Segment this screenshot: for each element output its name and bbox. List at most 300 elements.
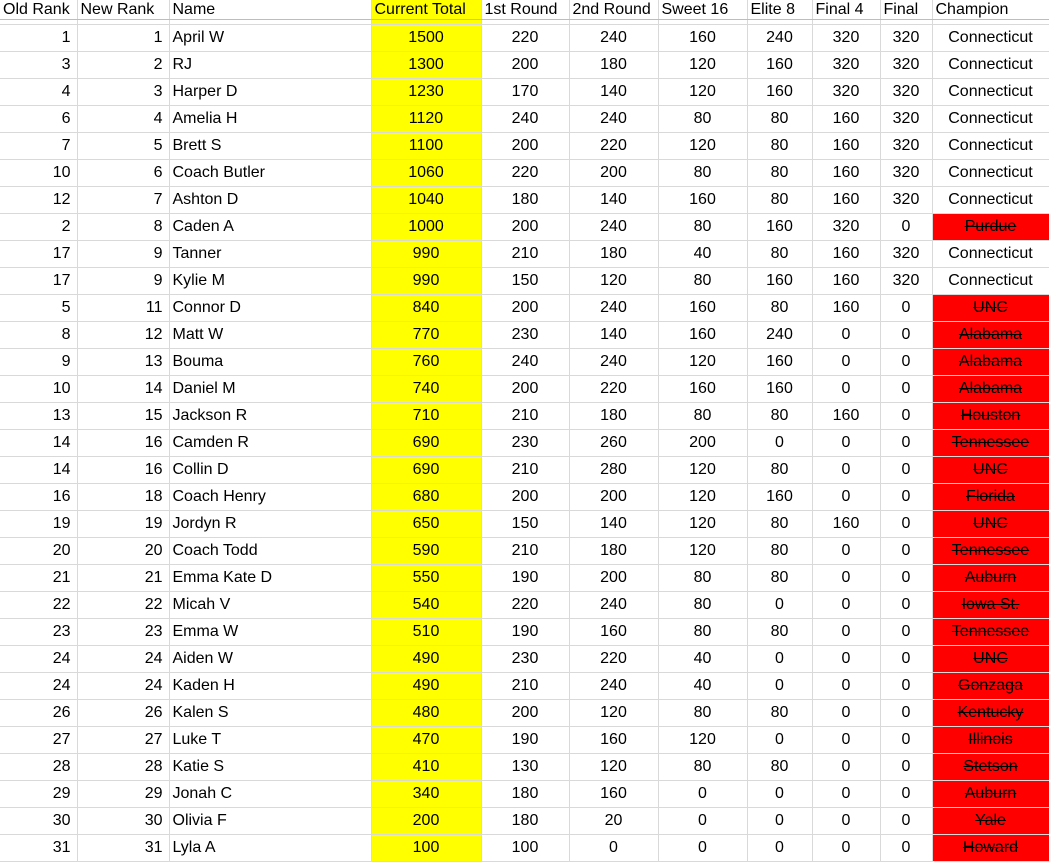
name-cell[interactable]: Daniel M [169, 375, 371, 402]
final4-cell[interactable]: 0 [812, 348, 880, 375]
sweet16-cell[interactable]: 120 [658, 78, 747, 105]
elite8-cell[interactable]: 0 [747, 807, 812, 834]
sweet16-cell[interactable]: 120 [658, 348, 747, 375]
final4-cell[interactable]: 0 [812, 699, 880, 726]
final-cell[interactable]: 0 [880, 429, 932, 456]
round2-cell[interactable]: 180 [569, 240, 658, 267]
sweet16-cell[interactable]: 0 [658, 807, 747, 834]
round1-cell[interactable]: 210 [481, 672, 569, 699]
name-cell[interactable]: Ashton D [169, 186, 371, 213]
round2-cell[interactable]: 120 [569, 699, 658, 726]
round1-cell[interactable]: 200 [481, 294, 569, 321]
round1-cell[interactable]: 240 [481, 105, 569, 132]
sweet16-cell[interactable]: 120 [658, 456, 747, 483]
name-cell[interactable]: Emma W [169, 618, 371, 645]
final-cell[interactable]: 320 [880, 186, 932, 213]
elite8-cell[interactable]: 160 [747, 51, 812, 78]
champion-cell[interactable]: Gonzaga [932, 672, 1049, 699]
final4-cell[interactable]: 0 [812, 537, 880, 564]
elite8-cell[interactable]: 80 [747, 618, 812, 645]
new-rank-cell[interactable]: 12 [77, 321, 169, 348]
final-cell[interactable]: 0 [880, 672, 932, 699]
champion-cell[interactable]: Florida [932, 483, 1049, 510]
final-cell[interactable]: 0 [880, 726, 932, 753]
new-rank-cell[interactable]: 26 [77, 699, 169, 726]
round2-cell[interactable]: 140 [569, 510, 658, 537]
final-cell[interactable]: 0 [880, 348, 932, 375]
sweet16-cell[interactable]: 80 [658, 699, 747, 726]
current-total-cell[interactable]: 680 [371, 483, 481, 510]
final4-cell[interactable]: 160 [812, 186, 880, 213]
final-cell[interactable]: 320 [880, 51, 932, 78]
current-total-cell[interactable]: 590 [371, 537, 481, 564]
sweet16-cell[interactable]: 80 [658, 402, 747, 429]
final-cell[interactable]: 0 [880, 807, 932, 834]
round1-cell[interactable]: 180 [481, 780, 569, 807]
final-cell[interactable]: 0 [880, 753, 932, 780]
new-rank-cell[interactable]: 27 [77, 726, 169, 753]
round2-cell[interactable]: 220 [569, 645, 658, 672]
round2-cell[interactable]: 120 [569, 267, 658, 294]
name-cell[interactable]: Micah V [169, 591, 371, 618]
champion-cell[interactable]: Kentucky [932, 699, 1049, 726]
old-rank-cell[interactable]: 22 [0, 591, 77, 618]
final4-cell[interactable]: 320 [812, 24, 880, 51]
name-cell[interactable]: Katie S [169, 753, 371, 780]
new-rank-cell[interactable]: 16 [77, 456, 169, 483]
champion-cell[interactable]: Alabama [932, 375, 1049, 402]
sweet16-cell[interactable]: 80 [658, 105, 747, 132]
final-cell[interactable]: 0 [880, 483, 932, 510]
name-cell[interactable]: RJ [169, 51, 371, 78]
new-rank-cell[interactable]: 3 [77, 78, 169, 105]
current-total-cell[interactable]: 1300 [371, 51, 481, 78]
final-cell[interactable]: 0 [880, 510, 932, 537]
sweet16-cell[interactable]: 80 [658, 564, 747, 591]
name-cell[interactable]: Harper D [169, 78, 371, 105]
elite8-cell[interactable]: 160 [747, 348, 812, 375]
old-rank-cell[interactable]: 20 [0, 537, 77, 564]
final-cell[interactable]: 0 [880, 402, 932, 429]
old-rank-cell[interactable]: 6 [0, 105, 77, 132]
name-cell[interactable]: Olivia F [169, 807, 371, 834]
champion-cell[interactable]: Connecticut [932, 24, 1049, 51]
elite8-cell[interactable]: 0 [747, 672, 812, 699]
old-rank-cell[interactable]: 7 [0, 132, 77, 159]
name-cell[interactable]: Coach Todd [169, 537, 371, 564]
elite8-cell[interactable]: 240 [747, 321, 812, 348]
old-rank-cell[interactable]: 27 [0, 726, 77, 753]
round2-cell[interactable]: 140 [569, 186, 658, 213]
champion-cell[interactable]: Connecticut [932, 78, 1049, 105]
round2-cell[interactable]: 260 [569, 429, 658, 456]
round1-cell[interactable]: 220 [481, 159, 569, 186]
sweet16-cell[interactable]: 40 [658, 645, 747, 672]
round1-cell[interactable]: 200 [481, 699, 569, 726]
old-rank-cell[interactable]: 16 [0, 483, 77, 510]
elite8-cell[interactable]: 160 [747, 213, 812, 240]
final4-cell[interactable]: 0 [812, 807, 880, 834]
current-total-cell[interactable]: 200 [371, 807, 481, 834]
champion-cell[interactable]: UNC [932, 645, 1049, 672]
name-cell[interactable]: Brett S [169, 132, 371, 159]
current-total-cell[interactable]: 710 [371, 402, 481, 429]
round2-cell[interactable]: 200 [569, 564, 658, 591]
name-cell[interactable]: Jonah C [169, 780, 371, 807]
current-total-cell[interactable]: 650 [371, 510, 481, 537]
champion-cell[interactable]: Purdue [932, 213, 1049, 240]
current-total-cell[interactable]: 490 [371, 672, 481, 699]
final-cell[interactable]: 0 [880, 618, 932, 645]
sweet16-cell[interactable]: 80 [658, 159, 747, 186]
round2-cell[interactable]: 200 [569, 483, 658, 510]
current-total-cell[interactable]: 510 [371, 618, 481, 645]
round2-cell[interactable]: 180 [569, 537, 658, 564]
final4-cell[interactable]: 0 [812, 780, 880, 807]
name-cell[interactable]: Coach Henry [169, 483, 371, 510]
name-cell[interactable]: Jackson R [169, 402, 371, 429]
old-rank-cell[interactable]: 2 [0, 213, 77, 240]
old-rank-cell[interactable]: 28 [0, 753, 77, 780]
final-cell[interactable]: 320 [880, 240, 932, 267]
name-cell[interactable]: Luke T [169, 726, 371, 753]
header-elite-8[interactable]: Elite 8 [747, 0, 812, 19]
champion-cell[interactable]: Iowa St. [932, 591, 1049, 618]
champion-cell[interactable]: Yale [932, 807, 1049, 834]
champion-cell[interactable]: Connecticut [932, 132, 1049, 159]
header-champion[interactable]: Champion [932, 0, 1049, 19]
round2-cell[interactable]: 160 [569, 618, 658, 645]
champion-cell[interactable]: Connecticut [932, 240, 1049, 267]
round1-cell[interactable]: 230 [481, 645, 569, 672]
elite8-cell[interactable]: 240 [747, 24, 812, 51]
round1-cell[interactable]: 230 [481, 321, 569, 348]
old-rank-cell[interactable]: 10 [0, 375, 77, 402]
final-cell[interactable]: 0 [880, 591, 932, 618]
champion-cell[interactable]: Connecticut [932, 51, 1049, 78]
current-total-cell[interactable]: 480 [371, 699, 481, 726]
round1-cell[interactable]: 220 [481, 24, 569, 51]
final4-cell[interactable]: 0 [812, 726, 880, 753]
round2-cell[interactable]: 180 [569, 51, 658, 78]
round2-cell[interactable]: 140 [569, 78, 658, 105]
old-rank-cell[interactable]: 30 [0, 807, 77, 834]
final4-cell[interactable]: 0 [812, 645, 880, 672]
round1-cell[interactable]: 180 [481, 186, 569, 213]
name-cell[interactable]: Connor D [169, 294, 371, 321]
final-cell[interactable]: 0 [880, 375, 932, 402]
new-rank-cell[interactable]: 29 [77, 780, 169, 807]
name-cell[interactable]: Aiden W [169, 645, 371, 672]
champion-cell[interactable]: Auburn [932, 564, 1049, 591]
round1-cell[interactable]: 220 [481, 591, 569, 618]
final-cell[interactable]: 0 [880, 564, 932, 591]
final-cell[interactable]: 320 [880, 78, 932, 105]
sweet16-cell[interactable]: 120 [658, 537, 747, 564]
old-rank-cell[interactable]: 24 [0, 645, 77, 672]
current-total-cell[interactable]: 690 [371, 456, 481, 483]
name-cell[interactable]: Matt W [169, 321, 371, 348]
round1-cell[interactable]: 190 [481, 726, 569, 753]
name-cell[interactable]: Camden R [169, 429, 371, 456]
round1-cell[interactable]: 240 [481, 348, 569, 375]
old-rank-cell[interactable]: 19 [0, 510, 77, 537]
old-rank-cell[interactable]: 4 [0, 78, 77, 105]
current-total-cell[interactable]: 490 [371, 645, 481, 672]
new-rank-cell[interactable]: 28 [77, 753, 169, 780]
old-rank-cell[interactable]: 14 [0, 456, 77, 483]
current-total-cell[interactable]: 1230 [371, 78, 481, 105]
name-cell[interactable]: Coach Butler [169, 159, 371, 186]
name-cell[interactable]: Bouma [169, 348, 371, 375]
sweet16-cell[interactable]: 40 [658, 240, 747, 267]
champion-cell[interactable]: Stetson [932, 753, 1049, 780]
elite8-cell[interactable]: 80 [747, 456, 812, 483]
old-rank-cell[interactable]: 12 [0, 186, 77, 213]
old-rank-cell[interactable]: 17 [0, 240, 77, 267]
name-cell[interactable]: Kylie M [169, 267, 371, 294]
header-final-4[interactable]: Final 4 [812, 0, 880, 19]
current-total-cell[interactable]: 340 [371, 780, 481, 807]
final4-cell[interactable]: 0 [812, 672, 880, 699]
final4-cell[interactable]: 320 [812, 51, 880, 78]
old-rank-cell[interactable]: 10 [0, 159, 77, 186]
round2-cell[interactable]: 0 [569, 834, 658, 861]
sweet16-cell[interactable]: 120 [658, 483, 747, 510]
sweet16-cell[interactable]: 80 [658, 591, 747, 618]
round2-cell[interactable]: 240 [569, 672, 658, 699]
elite8-cell[interactable]: 0 [747, 591, 812, 618]
old-rank-cell[interactable]: 8 [0, 321, 77, 348]
old-rank-cell[interactable]: 23 [0, 618, 77, 645]
champion-cell[interactable]: UNC [932, 294, 1049, 321]
current-total-cell[interactable]: 1000 [371, 213, 481, 240]
final-cell[interactable]: 320 [880, 132, 932, 159]
sweet16-cell[interactable]: 80 [658, 267, 747, 294]
current-total-cell[interactable]: 740 [371, 375, 481, 402]
old-rank-cell[interactable]: 17 [0, 267, 77, 294]
round2-cell[interactable]: 240 [569, 213, 658, 240]
elite8-cell[interactable]: 80 [747, 537, 812, 564]
sweet16-cell[interactable]: 80 [658, 213, 747, 240]
round1-cell[interactable]: 200 [481, 213, 569, 240]
champion-cell[interactable]: Tennessee [932, 618, 1049, 645]
round1-cell[interactable]: 200 [481, 375, 569, 402]
sweet16-cell[interactable]: 0 [658, 780, 747, 807]
final4-cell[interactable]: 0 [812, 321, 880, 348]
sweet16-cell[interactable]: 200 [658, 429, 747, 456]
sweet16-cell[interactable]: 120 [658, 726, 747, 753]
sweet16-cell[interactable]: 160 [658, 321, 747, 348]
old-rank-cell[interactable]: 5 [0, 294, 77, 321]
champion-cell[interactable]: Howard [932, 834, 1049, 861]
old-rank-cell[interactable]: 24 [0, 672, 77, 699]
elite8-cell[interactable]: 160 [747, 483, 812, 510]
new-rank-cell[interactable]: 24 [77, 645, 169, 672]
name-cell[interactable]: April W [169, 24, 371, 51]
current-total-cell[interactable]: 100 [371, 834, 481, 861]
header-2nd-round[interactable]: 2nd Round [569, 0, 658, 19]
final-cell[interactable]: 0 [880, 456, 932, 483]
elite8-cell[interactable]: 80 [747, 510, 812, 537]
new-rank-cell[interactable]: 24 [77, 672, 169, 699]
elite8-cell[interactable]: 80 [747, 132, 812, 159]
round2-cell[interactable]: 220 [569, 132, 658, 159]
round1-cell[interactable]: 200 [481, 51, 569, 78]
new-rank-cell[interactable]: 15 [77, 402, 169, 429]
header-name[interactable]: Name [169, 0, 371, 19]
champion-cell[interactable]: Auburn [932, 780, 1049, 807]
round1-cell[interactable]: 200 [481, 483, 569, 510]
elite8-cell[interactable]: 0 [747, 645, 812, 672]
sweet16-cell[interactable]: 0 [658, 834, 747, 861]
current-total-cell[interactable]: 840 [371, 294, 481, 321]
round1-cell[interactable]: 100 [481, 834, 569, 861]
champion-cell[interactable]: Houston [932, 402, 1049, 429]
final4-cell[interactable]: 320 [812, 78, 880, 105]
round2-cell[interactable]: 160 [569, 726, 658, 753]
header-sweet-16[interactable]: Sweet 16 [658, 0, 747, 19]
header-1st-round[interactable]: 1st Round [481, 0, 569, 19]
round1-cell[interactable]: 200 [481, 132, 569, 159]
header-final[interactable]: Final [880, 0, 932, 19]
sweet16-cell[interactable]: 120 [658, 51, 747, 78]
elite8-cell[interactable]: 80 [747, 294, 812, 321]
name-cell[interactable]: Collin D [169, 456, 371, 483]
round2-cell[interactable]: 140 [569, 321, 658, 348]
champion-cell[interactable]: Tennessee [932, 537, 1049, 564]
round1-cell[interactable]: 210 [481, 240, 569, 267]
new-rank-cell[interactable]: 9 [77, 267, 169, 294]
sweet16-cell[interactable]: 80 [658, 618, 747, 645]
final-cell[interactable]: 0 [880, 213, 932, 240]
final-cell[interactable]: 0 [880, 294, 932, 321]
current-total-cell[interactable]: 1060 [371, 159, 481, 186]
round2-cell[interactable]: 120 [569, 753, 658, 780]
sweet16-cell[interactable]: 160 [658, 24, 747, 51]
old-rank-cell[interactable]: 31 [0, 834, 77, 861]
new-rank-cell[interactable]: 22 [77, 591, 169, 618]
new-rank-cell[interactable]: 9 [77, 240, 169, 267]
final4-cell[interactable]: 0 [812, 483, 880, 510]
round2-cell[interactable]: 240 [569, 105, 658, 132]
final4-cell[interactable]: 160 [812, 105, 880, 132]
current-total-cell[interactable]: 1500 [371, 24, 481, 51]
elite8-cell[interactable]: 160 [747, 267, 812, 294]
final-cell[interactable]: 320 [880, 105, 932, 132]
final-cell[interactable]: 0 [880, 645, 932, 672]
elite8-cell[interactable]: 80 [747, 159, 812, 186]
elite8-cell[interactable]: 160 [747, 375, 812, 402]
champion-cell[interactable]: Alabama [932, 321, 1049, 348]
new-rank-cell[interactable]: 21 [77, 564, 169, 591]
elite8-cell[interactable]: 80 [747, 105, 812, 132]
current-total-cell[interactable]: 1120 [371, 105, 481, 132]
old-rank-cell[interactable]: 9 [0, 348, 77, 375]
elite8-cell[interactable]: 80 [747, 564, 812, 591]
name-cell[interactable]: Amelia H [169, 105, 371, 132]
elite8-cell[interactable]: 80 [747, 402, 812, 429]
name-cell[interactable]: Caden A [169, 213, 371, 240]
champion-cell[interactable]: Connecticut [932, 186, 1049, 213]
elite8-cell[interactable]: 0 [747, 726, 812, 753]
old-rank-cell[interactable]: 3 [0, 51, 77, 78]
final4-cell[interactable]: 0 [812, 429, 880, 456]
champion-cell[interactable]: Tennessee [932, 429, 1049, 456]
round2-cell[interactable]: 180 [569, 402, 658, 429]
name-cell[interactable]: Kalen S [169, 699, 371, 726]
final4-cell[interactable]: 160 [812, 402, 880, 429]
round2-cell[interactable]: 240 [569, 591, 658, 618]
sweet16-cell[interactable]: 160 [658, 186, 747, 213]
new-rank-cell[interactable]: 5 [77, 132, 169, 159]
name-cell[interactable]: Kaden H [169, 672, 371, 699]
elite8-cell[interactable]: 160 [747, 78, 812, 105]
new-rank-cell[interactable]: 18 [77, 483, 169, 510]
final4-cell[interactable]: 160 [812, 294, 880, 321]
final4-cell[interactable]: 0 [812, 375, 880, 402]
header-current-total[interactable]: Current Total [371, 0, 481, 19]
current-total-cell[interactable]: 470 [371, 726, 481, 753]
current-total-cell[interactable]: 690 [371, 429, 481, 456]
new-rank-cell[interactable]: 4 [77, 105, 169, 132]
final4-cell[interactable]: 0 [812, 753, 880, 780]
elite8-cell[interactable]: 80 [747, 753, 812, 780]
final4-cell[interactable]: 160 [812, 240, 880, 267]
final-cell[interactable]: 0 [880, 699, 932, 726]
current-total-cell[interactable]: 760 [371, 348, 481, 375]
new-rank-cell[interactable]: 19 [77, 510, 169, 537]
round1-cell[interactable]: 210 [481, 456, 569, 483]
champion-cell[interactable]: Illinois [932, 726, 1049, 753]
old-rank-cell[interactable]: 29 [0, 780, 77, 807]
round1-cell[interactable]: 230 [481, 429, 569, 456]
elite8-cell[interactable]: 80 [747, 699, 812, 726]
sweet16-cell[interactable]: 120 [658, 510, 747, 537]
header-old-rank[interactable]: Old Rank [0, 0, 77, 19]
final4-cell[interactable]: 0 [812, 456, 880, 483]
final-cell[interactable]: 0 [880, 537, 932, 564]
new-rank-cell[interactable]: 7 [77, 186, 169, 213]
new-rank-cell[interactable]: 13 [77, 348, 169, 375]
final4-cell[interactable]: 160 [812, 159, 880, 186]
final4-cell[interactable]: 160 [812, 267, 880, 294]
final4-cell[interactable]: 0 [812, 834, 880, 861]
final-cell[interactable]: 320 [880, 24, 932, 51]
new-rank-cell[interactable]: 2 [77, 51, 169, 78]
sweet16-cell[interactable]: 160 [658, 294, 747, 321]
champion-cell[interactable]: Connecticut [932, 159, 1049, 186]
round1-cell[interactable]: 170 [481, 78, 569, 105]
round2-cell[interactable]: 240 [569, 348, 658, 375]
final4-cell[interactable]: 160 [812, 510, 880, 537]
final-cell[interactable]: 320 [880, 159, 932, 186]
new-rank-cell[interactable]: 8 [77, 213, 169, 240]
new-rank-cell[interactable]: 30 [77, 807, 169, 834]
champion-cell[interactable]: UNC [932, 456, 1049, 483]
sweet16-cell[interactable]: 80 [658, 753, 747, 780]
champion-cell[interactable]: Connecticut [932, 267, 1049, 294]
new-rank-cell[interactable]: 1 [77, 24, 169, 51]
round1-cell[interactable]: 150 [481, 510, 569, 537]
old-rank-cell[interactable]: 21 [0, 564, 77, 591]
round2-cell[interactable]: 220 [569, 375, 658, 402]
round2-cell[interactable]: 160 [569, 780, 658, 807]
header-new-rank[interactable]: New Rank [77, 0, 169, 19]
new-rank-cell[interactable]: 14 [77, 375, 169, 402]
final4-cell[interactable]: 320 [812, 213, 880, 240]
old-rank-cell[interactable]: 14 [0, 429, 77, 456]
